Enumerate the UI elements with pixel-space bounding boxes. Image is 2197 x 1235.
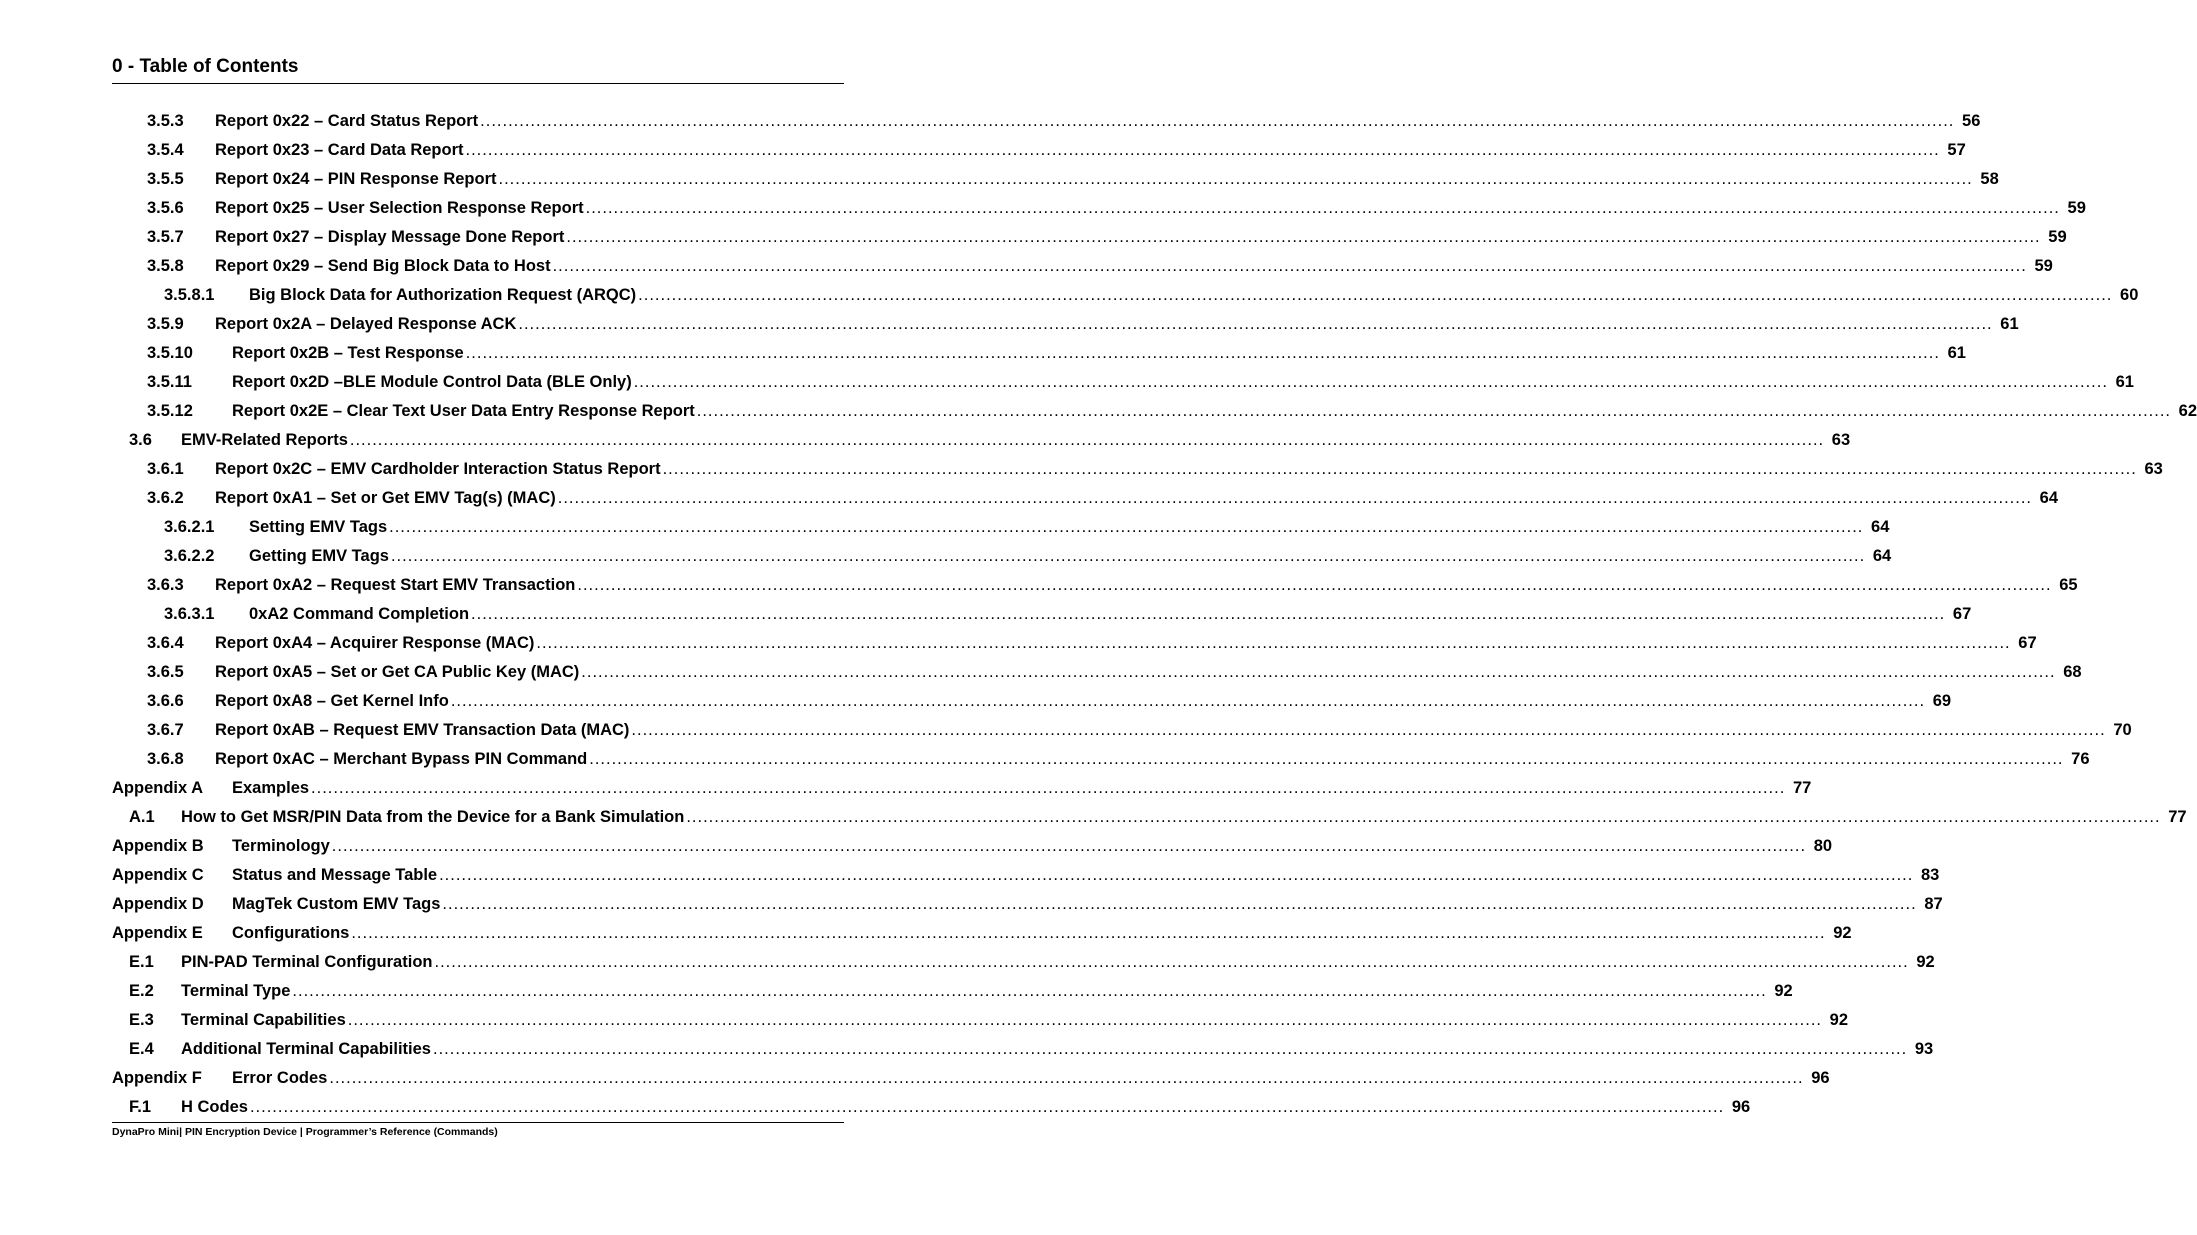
toc-dot-leader <box>471 605 1945 624</box>
toc-dot-leader <box>518 315 1992 334</box>
toc-entry-number: 3.5.8.1 <box>164 286 215 304</box>
toc-dot-leader <box>577 576 2051 595</box>
toc-entry-number: 3.5.5 <box>147 170 184 188</box>
toc-dot-leader <box>332 837 1806 856</box>
toc-entry-title: EMV-Related Reports <box>181 431 348 449</box>
toc-entry-title: Report 0xA5 – Set or Get CA Public Key (MAC) <box>215 663 580 681</box>
toc-entry-number: 3.6.4 <box>147 634 184 652</box>
toc-entry-title: How to Get MSR/PIN Data from the Device for a Bank Simulation <box>181 808 685 826</box>
toc-entry[interactable] <box>112 194 2086 223</box>
toc-dot-leader <box>586 199 2060 218</box>
toc-entry-title: Report 0x23 – Card Data Report <box>215 141 464 159</box>
toc-entry-page: 93 <box>1914 1040 1934 1058</box>
toc-dot-leader <box>311 779 1785 798</box>
toc-entry-title: Report 0x2D –BLE Module Control Data (BLE Only) <box>232 373 632 391</box>
toc-dot-leader <box>250 1098 1724 1117</box>
toc-entry-title: Report 0x2E – Clear Text User Data Entry Response Report <box>232 402 695 420</box>
toc-entry-number: 3.5.12 <box>147 402 193 420</box>
toc-entry-title: Report 0x2B – Test Response <box>232 344 464 362</box>
toc-entry-number: E.1 <box>129 953 154 971</box>
toc-entry-number: 3.5.11 <box>147 373 192 391</box>
toc-entry-title: Additional Terminal Capabilities <box>181 1040 431 1058</box>
toc-entry-title: Error Codes <box>232 1069 328 1087</box>
toc-dot-leader <box>433 1040 1907 1059</box>
page-header <box>112 54 844 84</box>
toc-entry-page: 58 <box>1980 170 1999 188</box>
toc-entry[interactable] <box>112 165 1999 194</box>
toc-dot-leader <box>442 895 1916 914</box>
toc-entry-number: 3.5.4 <box>147 141 184 159</box>
toc-entry[interactable] <box>112 629 2037 658</box>
toc-entry[interactable] <box>112 513 1890 542</box>
toc-entry-number: 3.5.3 <box>147 112 184 130</box>
toc-entry-page: 64 <box>1872 547 1892 565</box>
toc-entry-page: 65 <box>2059 576 2078 594</box>
toc-entry-page: 67 <box>2018 634 2037 652</box>
toc-entry-page: 92 <box>1916 953 1935 971</box>
toc-dot-leader <box>634 373 2108 392</box>
toc-entry-page: 56 <box>1962 112 1981 130</box>
toc-entry-number: F.1 <box>129 1098 152 1116</box>
toc-entry[interactable] <box>112 455 2163 484</box>
toc-entry-title: 0xA2 Command Completion <box>249 605 470 623</box>
toc-dot-leader <box>638 286 2112 305</box>
toc-entry-title: Report 0xA2 – Request Start EMV Transaction <box>215 576 576 594</box>
toc-dot-leader <box>581 663 2055 682</box>
toc-entry-title: Terminology <box>232 837 330 855</box>
toc-entry-number: Appendix C <box>112 866 204 884</box>
toc-dot-leader <box>292 982 1766 1001</box>
toc-entry-page: 57 <box>1947 141 1966 159</box>
toc-entry-page: 87 <box>1924 895 1943 913</box>
toc-entry-page: 64 <box>2039 489 2058 507</box>
toc-dot-leader <box>466 344 1940 363</box>
toc-entry-number: 3.6.2.2 <box>164 547 215 565</box>
toc-entry-page: 59 <box>2048 228 2067 246</box>
toc-entry-number: Appendix A <box>112 779 204 797</box>
toc-entry-title: MagTek Custom EMV Tags <box>232 895 441 913</box>
toc-entry-title: Report 0x29 – Send Big Block Data to Host <box>215 257 551 275</box>
toc-entry-number: 3.6.5 <box>147 663 184 681</box>
toc-entry[interactable] <box>112 484 2058 513</box>
table-of-contents <box>112 107 2197 1122</box>
toc-entry[interactable] <box>112 774 1812 803</box>
toc-dot-leader <box>499 170 1973 189</box>
toc-dot-leader <box>439 866 1913 885</box>
page-footer: DynaPro Mini| PIN Encryption Device | Programmer’s Reference (Commands) <box>112 1122 844 1138</box>
toc-dot-leader <box>391 547 1865 566</box>
toc-entry-title: Terminal Capabilities <box>181 1011 346 1029</box>
toc-entry[interactable] <box>112 919 1852 948</box>
toc-entry[interactable] <box>112 658 2082 687</box>
toc-entry-title: Configurations <box>232 924 350 942</box>
toc-dot-leader <box>566 228 2040 247</box>
toc-dot-leader <box>589 750 2063 769</box>
toc-entry[interactable] <box>112 310 2019 339</box>
toc-entry[interactable] <box>112 1064 1830 1093</box>
toc-entry-title: Report 0x24 – PIN Response Report <box>215 170 497 188</box>
toc-entry-number: 3.6.6 <box>147 692 184 710</box>
toc-entry[interactable] <box>112 426 1851 455</box>
toc-entry-number: 3.6.2.1 <box>164 518 215 536</box>
toc-entry[interactable] <box>112 1006 1848 1035</box>
toc-entry-page: 77 <box>2168 808 2187 826</box>
toc-entry-page: 63 <box>1831 431 1851 449</box>
toc-entry-page: 96 <box>1731 1098 1751 1116</box>
toc-entry-title: Report 0xA8 – Get Kernel Info <box>215 692 449 710</box>
toc-dot-leader <box>631 721 2105 740</box>
toc-entry[interactable] <box>112 803 2187 832</box>
toc-dot-leader <box>480 112 1954 131</box>
toc-entry-title: Terminal Type <box>181 982 291 1000</box>
toc-entry-page: 61 <box>2115 373 2134 391</box>
toc-entry-number: Appendix E <box>112 924 203 942</box>
toc-entry-number: E.4 <box>129 1040 154 1058</box>
toc-entry-page: 59 <box>2034 257 2053 275</box>
toc-entry[interactable] <box>112 716 2132 745</box>
toc-entry-number: Appendix D <box>112 895 204 913</box>
toc-entry-page: 61 <box>2000 315 2019 333</box>
toc-entry[interactable] <box>112 281 2139 310</box>
toc-entry-title: Report 0x2A – Delayed Response ACK <box>215 315 517 333</box>
toc-entry-number: 3.6.3 <box>147 576 184 594</box>
toc-dot-leader <box>553 257 2027 276</box>
toc-entry-title: Status and Message Table <box>232 866 438 884</box>
toc-entry[interactable] <box>112 687 1952 716</box>
toc-entry-title: Report 0x2C – EMV Cardholder Interaction Status Report <box>215 460 661 478</box>
toc-entry-page: 64 <box>1871 518 1890 536</box>
toc-entry[interactable] <box>112 571 2078 600</box>
toc-entry-page: 76 <box>2071 750 2090 768</box>
toc-entry-number: 3.6.3.1 <box>164 605 215 623</box>
toc-entry-page: 92 <box>1833 924 1852 942</box>
toc-entry-page: 59 <box>2067 199 2086 217</box>
toc-entry-page: 61 <box>1947 344 1966 362</box>
toc-entry-title: Getting EMV Tags <box>249 547 389 565</box>
toc-dot-leader <box>697 402 2171 421</box>
toc-dot-leader <box>329 1069 1803 1088</box>
toc-entry[interactable] <box>112 1093 1751 1122</box>
toc-dot-leader <box>434 953 1908 972</box>
toc-entry-title: Report 0xA4 – Acquirer Response (MAC) <box>215 634 535 652</box>
toc-entry-page: 92 <box>1829 1011 1848 1029</box>
toc-entry-number: 3.5.10 <box>147 344 193 362</box>
toc-dot-leader <box>686 808 2160 827</box>
toc-entry-number: E.3 <box>129 1011 154 1029</box>
toc-entry-title: Setting EMV Tags <box>249 518 388 536</box>
toc-entry[interactable] <box>112 252 2053 281</box>
toc-entry-number: 3.5.6 <box>147 199 184 217</box>
toc-dot-leader <box>350 431 1824 450</box>
toc-entry[interactable] <box>112 745 2090 774</box>
toc-entry[interactable] <box>112 977 1793 1006</box>
toc-entry[interactable] <box>112 861 1940 890</box>
toc-dot-leader <box>389 518 1863 537</box>
toc-entry-page: 96 <box>1811 1069 1830 1087</box>
toc-entry-number: 3.5.9 <box>147 315 184 333</box>
toc-entry-page: 67 <box>1952 605 1972 623</box>
toc-entry-number: 3.5.8 <box>147 257 184 275</box>
toc-entry-title: Report 0x27 – Display Message Done Report <box>215 228 565 246</box>
toc-entry-page: 63 <box>2144 460 2163 478</box>
toc-entry[interactable] <box>112 542 1892 571</box>
toc-entry-number: A.1 <box>129 808 155 826</box>
toc-entry-title: Report 0xAC – Merchant Bypass PIN Command <box>215 750 588 768</box>
toc-dot-leader <box>536 634 2010 653</box>
toc-entry-title: Report 0x25 – User Selection Response Report <box>215 199 584 217</box>
toc-entry-page: 70 <box>2113 721 2132 739</box>
toc-entry[interactable] <box>112 1035 1934 1064</box>
toc-entry-title: Report 0xAB – Request EMV Transaction Data (MAC) <box>215 721 630 739</box>
toc-entry-page: 92 <box>1774 982 1793 1000</box>
toc-entry[interactable] <box>112 397 2197 426</box>
toc-entry-number: 3.5.7 <box>147 228 184 246</box>
toc-entry-page: 69 <box>1932 692 1952 710</box>
toc-entry[interactable] <box>112 832 1833 861</box>
toc-entry-title: H Codes <box>181 1098 248 1116</box>
toc-entry-number: Appendix F <box>112 1069 202 1087</box>
toc-entry-number: E.2 <box>129 982 154 1000</box>
toc-entry-number: 3.6.2 <box>147 489 184 507</box>
toc-entry-number: 3.6.7 <box>147 721 184 739</box>
toc-dot-leader <box>558 489 2032 508</box>
toc-entry[interactable] <box>112 223 2067 252</box>
toc-entry-number: 3.6.8 <box>147 750 184 768</box>
toc-entry-number: Appendix B <box>112 837 204 855</box>
toc-entry-title: PIN-PAD Terminal Configuration <box>181 953 433 971</box>
toc-entry-page: 83 <box>1920 866 1940 884</box>
toc-dot-leader <box>466 141 1940 160</box>
toc-entry[interactable] <box>112 339 1966 368</box>
toc-entry-page: 62 <box>2178 402 2197 420</box>
toc-entry-title: Big Block Data for Authorization Request (ARQC) <box>249 286 637 304</box>
toc-entry[interactable] <box>112 600 1972 629</box>
toc-entry-title: Report 0xA1 – Set or Get EMV Tag(s) (MAC) <box>215 489 556 507</box>
toc-entry[interactable] <box>112 136 1966 165</box>
toc-entry[interactable] <box>112 368 2134 397</box>
toc-entry[interactable] <box>112 948 1935 977</box>
toc-dot-leader <box>663 460 2137 479</box>
toc-dot-leader <box>351 924 1825 943</box>
toc-entry-page: 68 <box>2063 663 2082 681</box>
toc-entry-page: 60 <box>2120 286 2139 304</box>
toc-entry-number: 3.6.1 <box>147 460 184 478</box>
toc-entry-number: 3.6 <box>129 431 152 449</box>
toc-dot-leader <box>451 692 1925 711</box>
toc-entry-title: Report 0x22 – Card Status Report <box>215 112 479 130</box>
toc-entry[interactable] <box>112 890 1943 919</box>
toc-entry[interactable] <box>112 107 1981 136</box>
toc-entry-page: 77 <box>1792 779 1812 797</box>
page-title: 0 - Table of Contents <box>112 56 299 77</box>
toc-dot-leader <box>348 1011 1822 1030</box>
toc-entry-title: Examples <box>232 779 310 797</box>
toc-entry-page: 80 <box>1813 837 1833 855</box>
